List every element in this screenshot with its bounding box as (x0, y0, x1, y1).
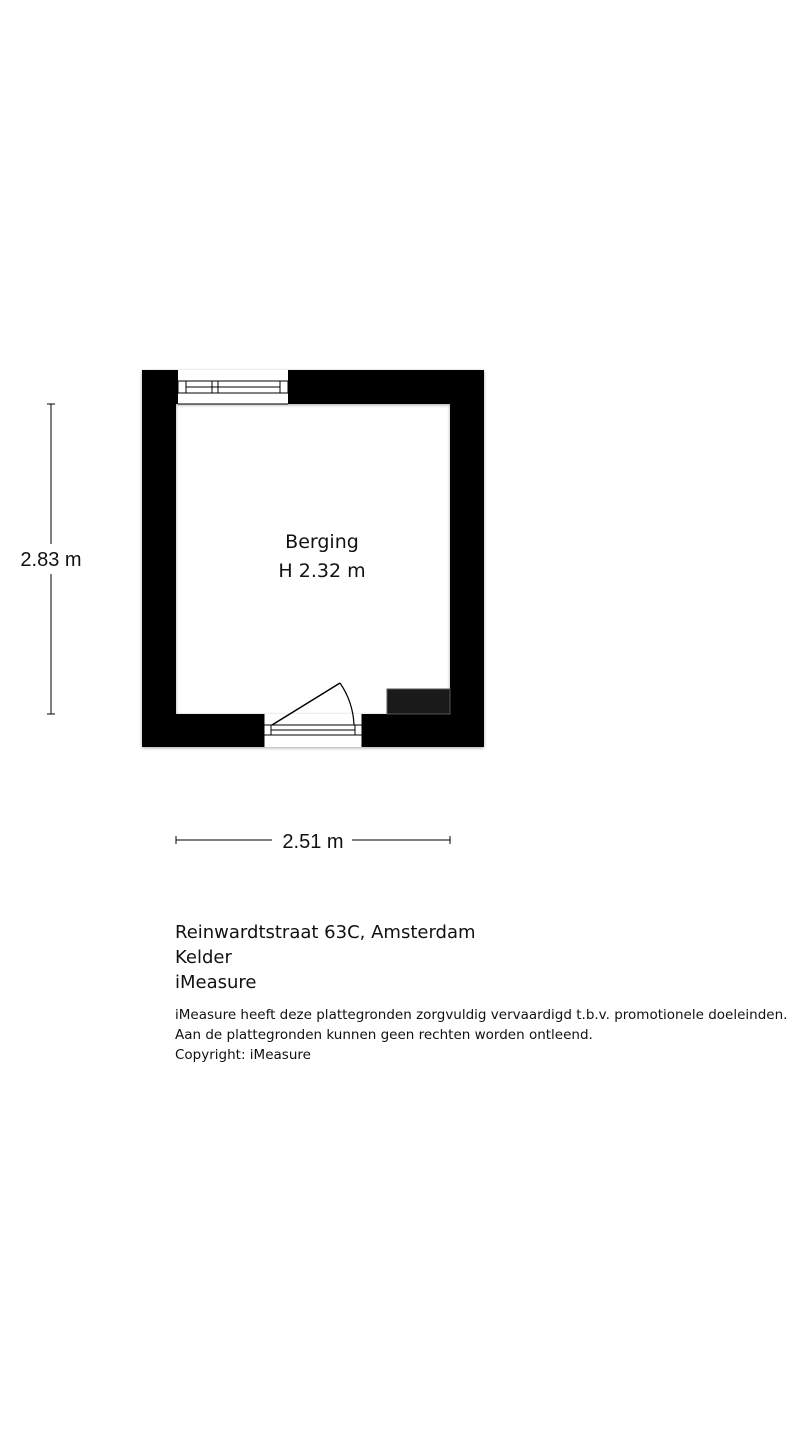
property-info (175, 920, 805, 1065)
height-dimension (10, 404, 92, 714)
disclaimer-line: Aan de plattegronden kunnen geen rechten worden ontleend. (175, 1027, 593, 1043)
disclaimer (175, 1005, 805, 1065)
disclaimer-line: iMeasure heeft deze plattegronden zorgvuldig vervaardigd t.b.v. promotionele doeleinden. (175, 1007, 788, 1023)
room-name: Berging (285, 531, 359, 553)
corner-fixture (387, 689, 450, 714)
company-name: iMeasure (175, 972, 257, 993)
width-dimension (176, 826, 450, 854)
width-dimension-label: 2.51 m (282, 831, 344, 853)
window-top (178, 370, 288, 404)
height-dimension-label: 2.83 m (20, 549, 82, 571)
address: Reinwardtstraat 63C, Amsterdam (175, 922, 476, 943)
floor-name: Kelder (175, 947, 232, 968)
room-height: H 2.32 m (278, 560, 366, 582)
copyright: Copyright: iMeasure (175, 1047, 311, 1063)
door-bottom (264, 683, 362, 747)
